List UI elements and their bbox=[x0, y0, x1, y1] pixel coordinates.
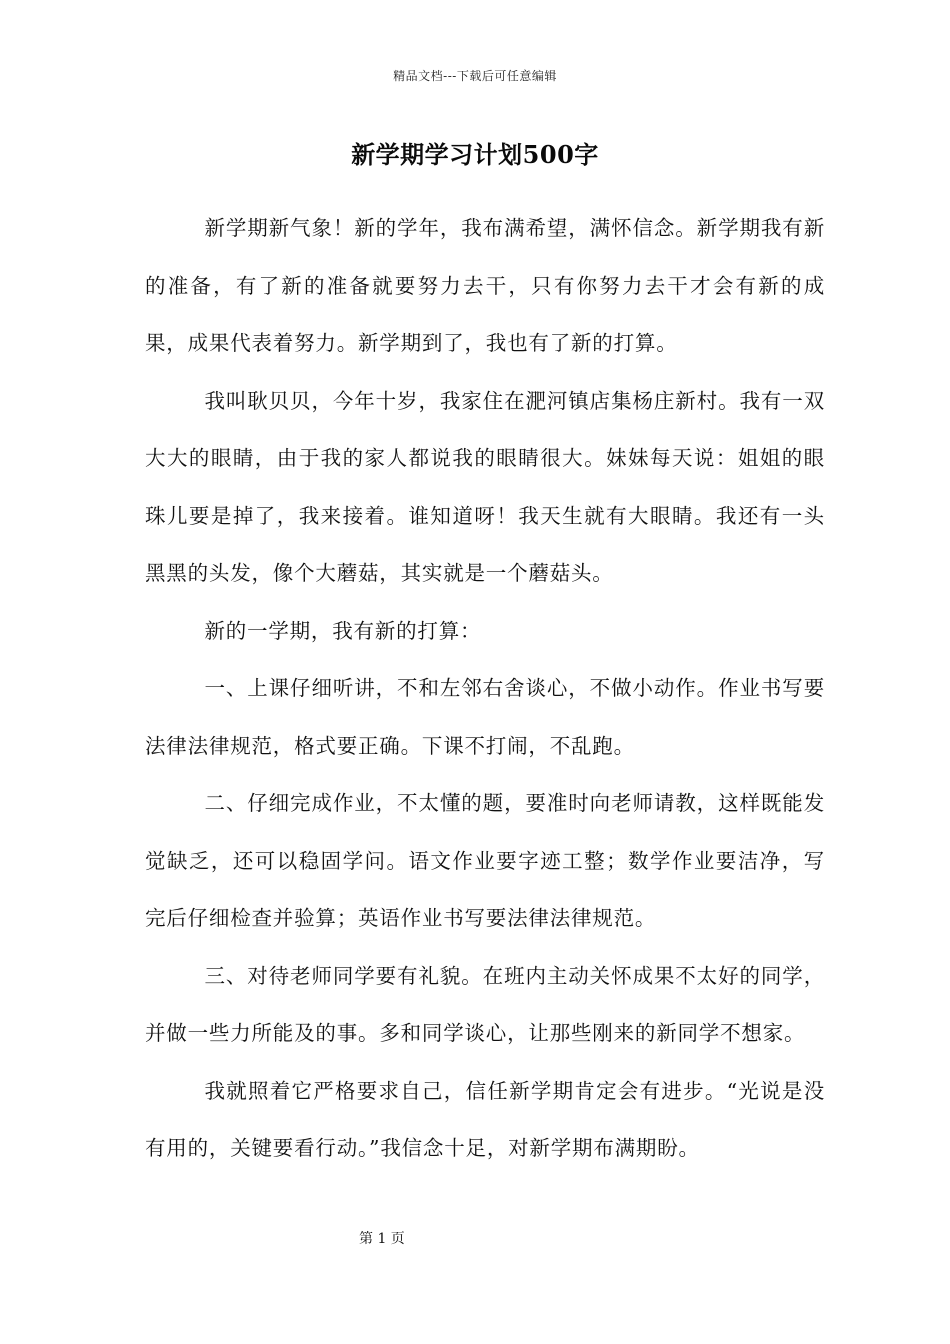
paragraph-4: 一、上课仔细听讲，不和左邻右舍谈心，不做小动作。作业书写要法律法律规范，格式要正确。下课不打闹，不乱跑。 bbox=[145, 676, 825, 758]
document-body bbox=[145, 200, 825, 1178]
paragraph-7: 我就照着它严格要求自己，信任新学期肯定会有进步。“光说是没有用的，关键要看行动。”我信念十足，对新学期布满期盼。 bbox=[145, 1078, 825, 1160]
paragraph-1: 新学期新气象！新的学年，我布满希望，满怀信念。新学期我有新的准备，有了新的准备就要努力去干，只有你努力去干才会有新的成果，成果代表着努力。新学期到了，我也有了新的打算。 bbox=[145, 216, 825, 355]
page-header: 精品文档---下载后可任意编辑 bbox=[393, 69, 557, 83]
paragraph-2: 我叫耿贝贝，今年十岁，我家住在淝河镇店集杨庄新村。我有一双大大的眼睛，由于我的家人都说我的眼睛很大。妹妹每天说：姐姐的眼珠儿要是掉了，我来接着。谁知道呀！我天生就有大眼睛。我还有一头黑黑的头发，像个大蘑菇，其实就是一个蘑菇头。 bbox=[145, 388, 825, 585]
paragraph-5: 二、仔细完成作业，不太懂的题，要准时向老师请教，这样既能发觉缺乏，还可以稳固学问。语文作业要字迹工整；数学作业要洁净，写完后仔细检查并验算；英语作业书写要法律法律规范。 bbox=[145, 791, 825, 930]
page-number: 第 1 页 bbox=[359, 1231, 405, 1247]
document-title: 新学期学习计划500字 bbox=[351, 140, 599, 169]
paragraph-6: 三、对待老师同学要有礼貌。在班内主动关怀成果不太好的同学，并做一些力所能及的事。多和同学谈心，让那些刚来的新同学不想家。 bbox=[145, 963, 825, 1045]
paragraph-3: 新的一学期，我有新的打算： bbox=[204, 618, 482, 643]
